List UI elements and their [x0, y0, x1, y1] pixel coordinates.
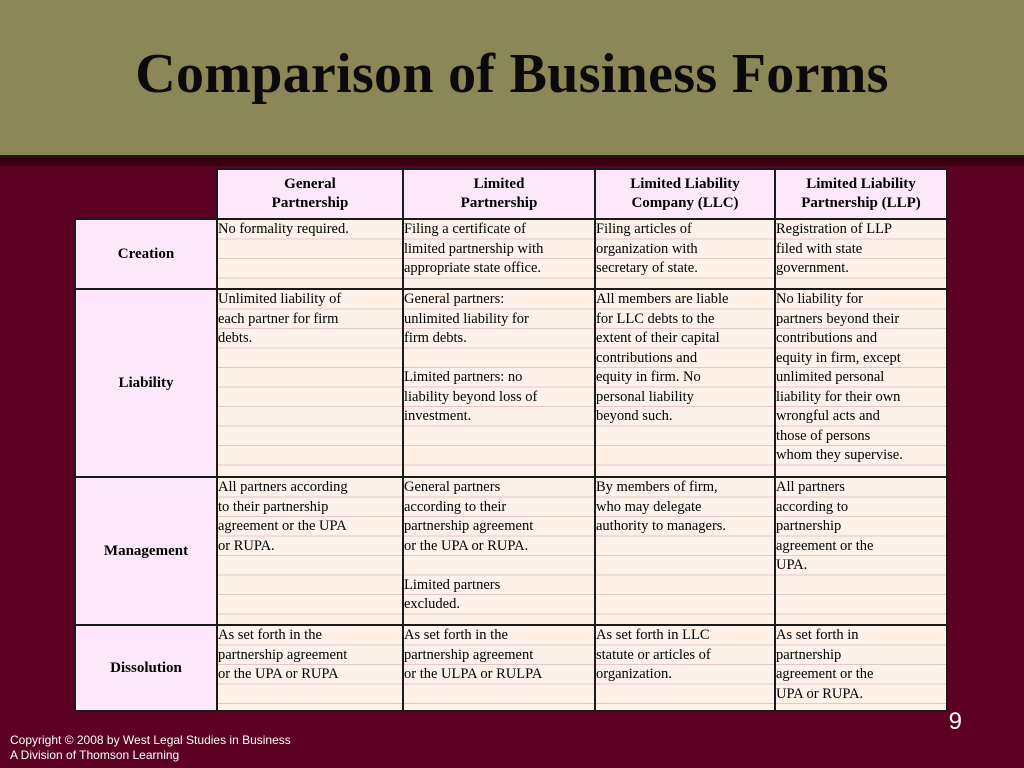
row-header-liability: Liability: [75, 289, 217, 477]
table-cell: Registration of LLP filed with state government.: [775, 219, 947, 289]
table-cell: As set forth in partnership agreement or the UPA or RUPA.: [775, 625, 947, 711]
table-cell: By members of firm, who may delegate authority to managers.: [595, 477, 775, 625]
copyright-footer: [10, 733, 291, 763]
table-row-dissolution: [75, 625, 947, 711]
row-header-management: Management: [75, 477, 217, 625]
column-header-llc: Limited Liability Company (LLC): [595, 169, 775, 219]
table-cell: As set forth in LLC statute or articles of organization.: [595, 625, 775, 711]
corner-cell: [75, 169, 217, 219]
table-cell: All partners according to their partnership agreement or the UPA or RUPA.: [217, 477, 403, 625]
page-number: 9: [948, 708, 962, 735]
table-cell: General partners according to their partnership agreement or the UPA or RUPA. Limited partners excluded.: [403, 477, 595, 625]
table-cell: No formality required.: [217, 219, 403, 289]
table-cell: All partners according to partnership agreement or the UPA.: [775, 477, 947, 625]
table-row-liability: [75, 289, 947, 477]
table-cell: Filing articles of organization with secretary of state.: [595, 219, 775, 289]
table-row-management: [75, 477, 947, 625]
title-divider: [0, 158, 1024, 166]
table-cell: Filing a certificate of limited partnership with appropriate state office.: [403, 219, 595, 289]
copyright-line: Copyright © 2008 by West Legal Studies in Business: [10, 733, 291, 747]
row-header-dissolution: Dissolution: [75, 625, 217, 711]
title-band: [0, 0, 1024, 158]
column-header-general-partnership: General Partnership: [217, 169, 403, 219]
comparison-table: [74, 168, 948, 712]
table-cell: No liability for partners beyond their contributions and equity in firm, except unlimited personal liability for their own wrongful acts and those of persons whom they supervise.: [775, 289, 947, 477]
table-cell: As set forth in the partnership agreement or the UPA or RUPA: [217, 625, 403, 711]
publisher-line: A Division of Thomson Learning: [10, 748, 180, 762]
table-cell: All members are liable for LLC debts to the extent of their capital contributions and equity in firm. No personal liability beyond such.: [595, 289, 775, 477]
header-row: [75, 169, 947, 219]
row-header-creation: Creation: [75, 219, 217, 289]
table-cell: General partners: unlimited liability for firm debts. Limited partners: no liability beyond loss of investment.: [403, 289, 595, 477]
table-cell: Unlimited liability of each partner for firm debts.: [217, 289, 403, 477]
column-header-limited-partnership: Limited Partnership: [403, 169, 595, 219]
table-cell: As set forth in the partnership agreement or the ULPA or RULPA: [403, 625, 595, 711]
slide-title: Comparison of Business Forms: [135, 43, 889, 105]
column-header-llp: Limited Liability Partnership (LLP): [775, 169, 947, 219]
table-row-creation: [75, 219, 947, 289]
